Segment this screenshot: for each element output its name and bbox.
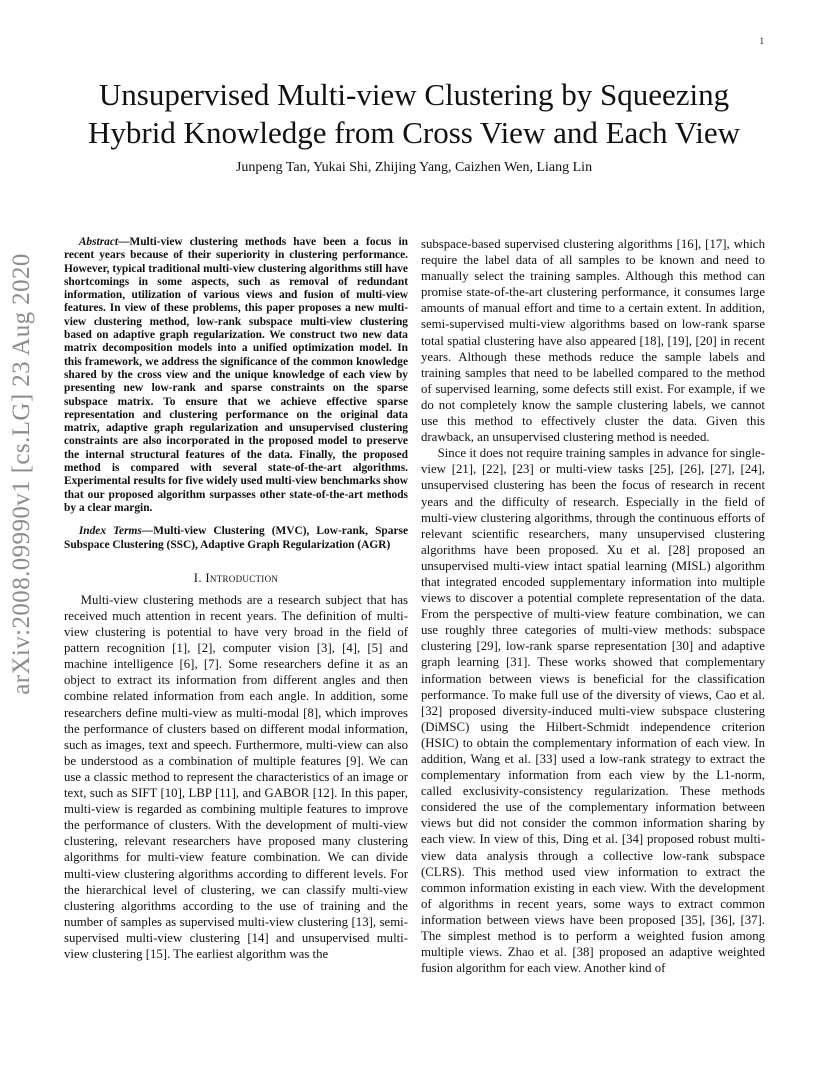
page-number: 1 [759, 36, 764, 46]
author-list: Junpeng Tan, Yukai Shi, Zhijing Yang, Caizhen Wen, Liang Lin [235, 160, 593, 175]
arxiv-stamp-text: arXiv:2008.09990v1 [cs.LG] 23 Aug 2020 [8, 253, 35, 695]
abstract-text: —Multi-view clustering methods have been a focus in recent years because of their superiority in clustering performance. However, typical traditional multi-view clustering algorithms still have shortcomings in some aspects, such as removal of redundant information, utilization of various views and fusion of multi-view features. In view of these problems, this paper proposes a new multi-view clustering method, low-rank subspace multi-view clustering based on adaptive graph regularization. We construct two new data matrix decomposition models into a unified optimization model. In this framework, we address the significance of the common knowledge shared by the cross view and the unique knowledge of each view by presenting new low-rank and sparse constraints on the sparse subspace matrix. To ensure that we achieve effective sparse representation and clustering performance on the original data matrix, adaptive graph regularization and unsupervised clustering constraints are also incorporated in the proposed model to preserve the internal structural features of the data. Finally, the proposed method is compared with several state-of-the-art algorithms. Experimental results for five widely used multi-view benchmarks show that our proposed algorithm surpasses other state-of-the-art methods by a clear margin. [64, 236, 408, 514]
index-terms-text: —Multi-view Clustering (MVC), Low-rank, Sparse Subspace Clustering (SSC), Adaptive Graph Regularization (AGR) [64, 525, 408, 551]
title-line-2: Hybrid Knowledge from Cross View and Each View [87, 115, 741, 150]
abstract-label: Abstract [78, 236, 119, 248]
index-terms [64, 525, 408, 552]
intro-paragraph-1: Multi-view clustering methods are a research subject that has received much attention in recent years. The definition of multi-view clustering is potential to have very broad in the field of pattern recognition [1], [2], computer vision [3], [4], [5] and machine intelligence [6], [7]. Some researchers define it as an object to extract its information from different angles and then combine related information from each angle. In addition, some researchers define multi-view as multi-modal [8], which improves the performance of clusters based on different modal information, such as images, text and speech. Furthermore, multi-view can also be understood as a combination of multiple features [9]. We can use a classic method to represent the characteristics of an image or text, such as SIFT [10], LBP [11], and GABOR [12]. In this paper, multi-view is regarded as combining multiple features to improve the performance of clusters. With the development of multi-view clustering, relevant researchers have proposed many clustering algorithms for multi-view feature combination. We can divide multi-view clustering algorithms according to different levels. For the hierarchical level of clustering, we can classify multi-view clustering algorithms according to the use of training and the number of samples as supervised multi-view clustering [13], semi-supervised multi-view clustering [14] and unsupervised multi-view clustering [15]. The earliest algorithm was the [64, 592, 408, 961]
index-terms-label: Index Terms [78, 525, 142, 538]
section-heading-introduction: I. Introduction [193, 570, 279, 585]
right-column [421, 236, 765, 976]
left-column [64, 236, 408, 962]
abstract [64, 236, 408, 515]
paper-title [40, 76, 788, 152]
intro-paragraph-2: subspace-based supervised clustering algorithms [16], [17], which require the label data of all samples to be known and need to manually select the training samples. Although this method can promise state-of-the-art clustering performance, it consumes large amounts of manual effort and time to a certain extent. In addition, semi-supervised multi-view algorithms based on low-rank sparse total spatial clustering have also appeared [18], [19], [20] in recent years. Although these methods reduce the sample labels and training samples that need to be labelled compared to the method of supervised learning, some defects still exist. For example, if we do not completely know the sample clustering labels, we cannot use this method to effectively cluster the data. Given this drawback, an unsupervised clustering method is needed. [421, 237, 765, 445]
intro-paragraph-3: Since it does not require training samples in advance for single-view [21], [22], [23] or multi-view tasks [25], [26], [27], [24], unsupervised clustering has been the focus of research in recent years and the difficulty of research. Especially in the field of multi-view clustering algorithms, through the continuous efforts of relevant scientific researchers, many unsupervised clustering algorithms have been proposed. Xu et al. [28] proposed an unsupervised multi-view intact spatial learning (MISL) algorithm that integrated encoded supplementary information into multiple views to discover a potential complete representation of the data. From the perspective of multi-view feature combination, we can use roughly three categories of multi-view methods: subspace clustering [29], low-rank sparse representation [30] and adaptive graph learning [31]. These works showed that complementary information between views is beneficial for the classification performance. To make full use of the diversity of views, Cao et al. [32] proposed diversity-induced multi-view subspace clustering (DiMSC) using the Hilbert-Schmidt independence criterion (HSIC) to obtain the complementary information of each view. In addition, Wang et al. [33] used a low-rank strategy to extract the complementary information from each view by the L1-norm, called exclusivity-consistency regularization. These methods considered the use of the complementary information between views but did not consider the common information sharing by each view. In view of this, Ding et al. [34] proposed robust multi-view data analysis through a collective low-rank subspace (CLRS). This method used view information to extract the common information existing in each view. With the development of algorithms in recent years, some ways to extract common information between views have been proposed [35], [36], [37]. The simplest method is to perform a weighted fusion among multiple views. Zhao et al. [38] proposed an adaptive weighted fusion algorithm for each view. Another kind of [421, 446, 765, 976]
title-line-1: Unsupervised Multi-view Clustering by Squeezing [98, 77, 730, 112]
